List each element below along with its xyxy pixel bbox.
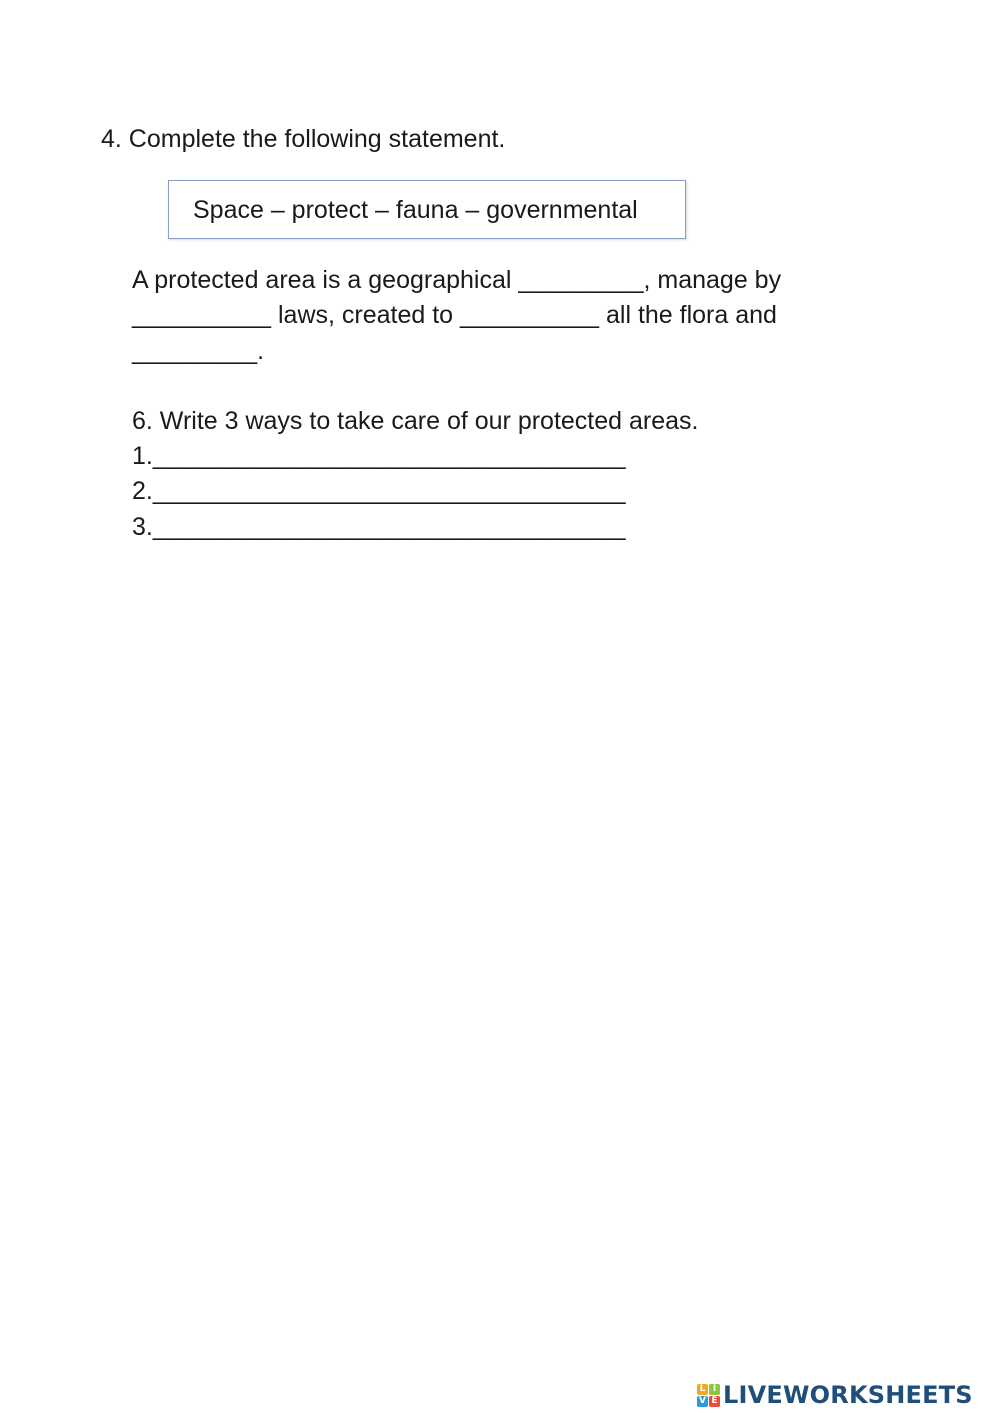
- liveworksheets-logo: [697, 1378, 973, 1412]
- statement-line: A protected area is a geographical _________, manage by: [132, 266, 782, 294]
- statement-line: __________ laws, created to __________ all the flora and: [132, 301, 777, 329]
- liveworksheets-logo-icon: [697, 1384, 720, 1407]
- answer-line-1[interactable]: 1.__________________________________: [132, 442, 626, 470]
- statement-line: _________.: [132, 337, 265, 365]
- logo-cell: I: [709, 1384, 720, 1395]
- logo-cell: V: [697, 1396, 708, 1407]
- answer-line-2[interactable]: 2.__________________________________: [132, 477, 626, 505]
- question-6-heading: 6. Write 3 ways to take care of our protected areas.: [132, 407, 699, 435]
- answer-line-3[interactable]: 3.__________________________________: [132, 513, 626, 541]
- word-bank-text: Space – protect – fauna – governmental: [193, 196, 638, 224]
- question-4-heading: 4. Complete the following statement.: [101, 125, 506, 153]
- liveworksheets-logo-text: LIVEWORKSHEETS: [723, 1381, 973, 1409]
- logo-cell: L: [697, 1384, 708, 1395]
- word-bank-box: [168, 180, 686, 239]
- logo-cell: E: [709, 1396, 720, 1407]
